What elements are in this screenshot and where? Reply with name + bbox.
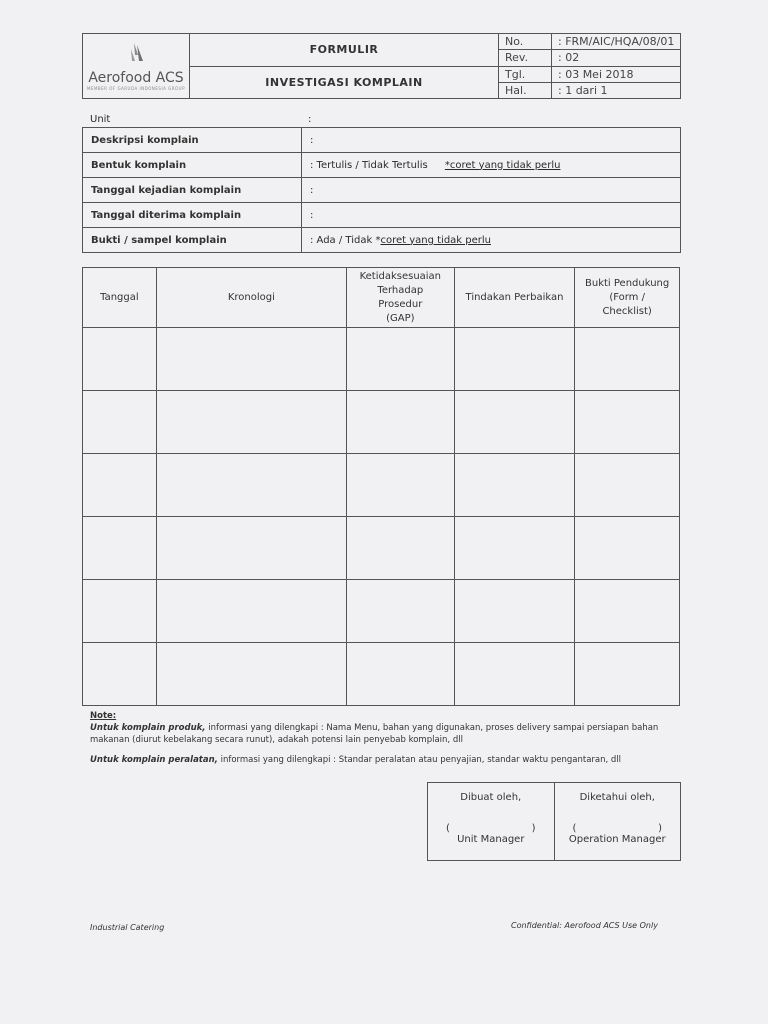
meta-value-date: : 03 Mei 2018 xyxy=(552,66,681,82)
meta-key-no: No. xyxy=(499,34,552,50)
meta-key-date: Tgl. xyxy=(499,66,552,82)
info-row xyxy=(83,178,681,203)
table-header-row xyxy=(83,268,680,328)
note-produk: Untuk komplain produk, informasi yang dilengkapi : Nama Menu, bahan yang digunakan, proses delivery sampai persiapan bahan makanan (diurut kebelakang secara runut), adakah potensi lain penyebab komplain, dll xyxy=(90,723,659,745)
cell-tindakan[interactable] xyxy=(454,643,575,706)
info-value-tanggal-kejadian[interactable]: : xyxy=(302,178,681,203)
info-label-deskripsi: Deskripsi komplain xyxy=(83,128,302,153)
meta-value-page: : 1 dari 1 xyxy=(552,82,681,98)
info-row xyxy=(83,228,681,253)
form-header xyxy=(82,33,681,99)
col-header-kronologi: Kronologi xyxy=(156,268,346,328)
cell-bukti[interactable] xyxy=(575,391,680,454)
meta-key-rev: Rev. xyxy=(499,50,552,66)
cell-bukti[interactable] xyxy=(575,643,680,706)
info-row xyxy=(83,128,681,153)
cell-tanggal[interactable] xyxy=(83,454,157,517)
strike-note: *coret yang tidak perlu xyxy=(444,159,561,171)
table-row xyxy=(83,580,680,643)
cell-bukti[interactable] xyxy=(575,580,680,643)
cell-tanggal[interactable] xyxy=(83,328,157,391)
meta-value-rev: : 02 xyxy=(552,50,681,66)
signature-role: Operation Manager xyxy=(568,834,666,845)
signature-table xyxy=(427,782,681,861)
note-heading: Note: xyxy=(90,711,117,721)
investigation-log-table xyxy=(82,267,680,706)
cell-gap[interactable] xyxy=(346,391,454,454)
cell-kronologi[interactable] xyxy=(156,391,346,454)
cell-bukti[interactable] xyxy=(575,517,680,580)
col-header-tindakan: Tindakan Perbaikan xyxy=(454,268,575,328)
cell-tindakan[interactable] xyxy=(454,391,575,454)
signature-box-unit-manager[interactable]: Dibuat oleh, ( ) Unit Manager xyxy=(428,783,555,861)
form-title: INVESTIGASI KOMPLAIN xyxy=(190,66,499,99)
form-label: FORMULIR xyxy=(190,34,499,67)
note-peralatan: Untuk komplain peralatan, informasi yang dilengkapi : Standar peralatan atau penyajian, standar waktu pengantaran, dll xyxy=(90,755,622,765)
cell-kronologi[interactable] xyxy=(156,580,346,643)
note-section xyxy=(90,710,690,766)
table-row xyxy=(83,391,680,454)
cell-kronologi[interactable] xyxy=(156,517,346,580)
unit-row xyxy=(82,114,681,128)
footer-confidential: Confidential: Aerofood ACS Use Only xyxy=(511,921,658,930)
cell-kronologi[interactable] xyxy=(156,454,346,517)
meta-value-no: : FRM/AIC/HQA/08/01 xyxy=(552,34,681,50)
cell-gap[interactable] xyxy=(346,517,454,580)
cell-tanggal[interactable] xyxy=(83,517,157,580)
col-header-gap: Ketidaksesuaian Terhadap Prosedur (GAP) xyxy=(346,268,454,328)
cell-tanggal[interactable] xyxy=(83,391,157,454)
info-row xyxy=(83,203,681,228)
col-header-bukti: Bukti Pendukung (Form / Checklist) xyxy=(575,268,680,328)
info-row xyxy=(83,153,681,178)
cell-gap[interactable] xyxy=(346,454,454,517)
brand-tagline: MEMBER OF GARUDA INDONESIA GROUP xyxy=(86,86,186,91)
info-value-tanggal-diterima[interactable]: : xyxy=(302,203,681,228)
info-value-bentuk[interactable]: : Tertulis / Tidak Tertulis *coret yang tidak perlu xyxy=(302,153,681,178)
cell-tanggal[interactable] xyxy=(83,643,157,706)
cell-tanggal[interactable] xyxy=(83,580,157,643)
table-row xyxy=(83,517,680,580)
col-header-tanggal: Tanggal xyxy=(83,268,157,328)
complaint-info-table xyxy=(82,127,681,253)
cell-tindakan[interactable] xyxy=(454,517,575,580)
cell-tindakan[interactable] xyxy=(454,580,575,643)
info-label-tanggal-kejadian: Tanggal kejadian komplain xyxy=(83,178,302,203)
company-logo xyxy=(83,34,190,99)
info-label-tanggal-diterima: Tanggal diterima komplain xyxy=(83,203,302,228)
info-value-deskripsi[interactable]: : xyxy=(302,128,681,153)
cell-kronologi[interactable] xyxy=(156,643,346,706)
signature-role: Unit Manager xyxy=(457,834,525,845)
cell-kronologi[interactable] xyxy=(156,328,346,391)
cell-gap[interactable] xyxy=(346,643,454,706)
cell-bukti[interactable] xyxy=(575,328,680,391)
cell-gap[interactable] xyxy=(346,580,454,643)
info-label-bukti: Bukti / sampel komplain xyxy=(83,228,302,253)
table-row xyxy=(83,328,680,391)
meta-key-page: Hal. xyxy=(499,82,552,98)
info-value-bukti[interactable]: : Ada / Tidak *coret yang tidak perlu xyxy=(302,228,681,253)
strike-note: coret yang tidak perlu xyxy=(380,234,491,246)
cell-tindakan[interactable] xyxy=(454,328,575,391)
aerofood-logo-icon xyxy=(121,41,151,65)
unit-label: Unit xyxy=(90,114,111,125)
footer-division: Industrial Catering xyxy=(90,923,165,932)
signature-box-operation-manager[interactable]: Diketahui oleh, ( ) Operation Manager xyxy=(554,783,681,861)
brand-name: Aerofood ACS xyxy=(88,70,184,86)
cell-bukti[interactable] xyxy=(575,454,680,517)
unit-value[interactable]: : xyxy=(308,114,312,125)
info-label-bentuk: Bentuk komplain xyxy=(83,153,302,178)
table-row xyxy=(83,454,680,517)
cell-gap[interactable] xyxy=(346,328,454,391)
cell-tindakan[interactable] xyxy=(454,454,575,517)
table-row xyxy=(83,643,680,706)
